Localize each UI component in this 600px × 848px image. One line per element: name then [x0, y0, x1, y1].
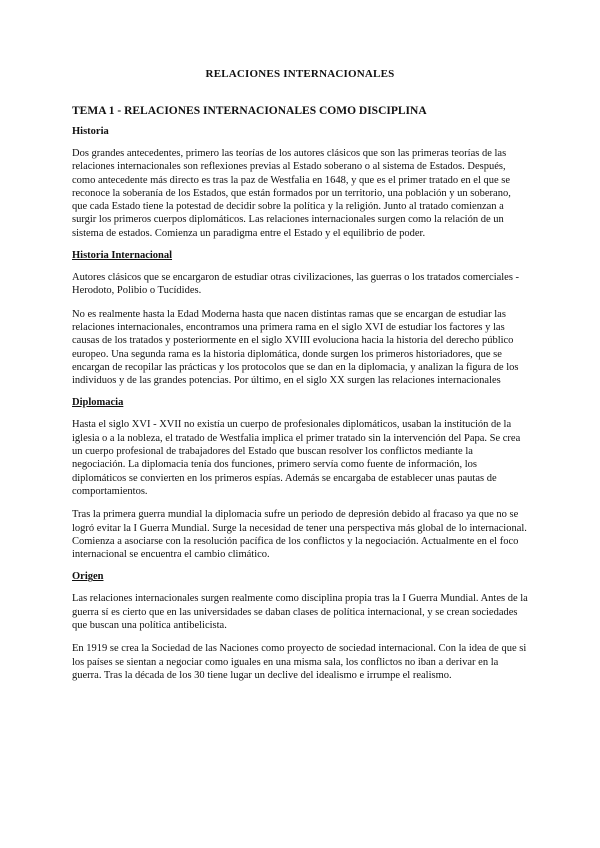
paragraph-origen-1: Las relaciones internacionales surgen realmente como disciplina propia tras la I Guerra Mundial. Antes de la guerra sí es cierto que en las universidades se daban clases de política internacional, y se crean sociedades que buscan una política antibelicista. [72, 593, 528, 632]
document-page [72, 68, 528, 692]
chapter-heading: TEMA 1 - RELACIONES INTERNACIONALES COMO DISCIPLINA [72, 105, 427, 117]
section-heading-historia: Historia [72, 126, 109, 137]
paragraph-historia-1: Dos grandes antecedentes, primero las teorías de los autores clásicos que son las primeras teorías de las relaciones internacionales son reflexiones previas al Estado soberano o al sistema de Estados. Después, como antecedente más directo es tras la paz de Westfalia en 1648, y que es el primer tratado en el que se reconoce la soberanía de los Estados, que están formados por un territorio, una población y un soberano, que cada Estado tiene la potestad de decidir sobre la política y la religión. Junto al tratado comienzan a surgir los primeros cuerpos diplomáticos. Las relaciones internacionales surgen como la relación de un sistema de estados. Comienza un paradigma entre el Estado y el equilibrio de poder. [72, 148, 511, 239]
section-heading-origen: Origen [72, 571, 104, 583]
paragraph-origen-2: En 1919 se crea la Sociedad de las Naciones como proyecto de sociedad internacional. Con la idea de que si los países se sientan a negociar como iguales en una misma sala, los conflictos no iban a derivar en la guerra. Tras la década de los 30 tiene lugar un declive del idealismo e irrumpe el realismo. [72, 643, 527, 681]
section-heading-diplomacia: Diplomacia [72, 397, 124, 409]
paragraph-historia-internacional-2: No es realmente hasta la Edad Moderna hasta que nacen distintas ramas que se encargan de estudiar las relaciones internacionales, encontramos una primera rama en el siglo XVI de estudiar los factores y las causas de los tratados y posteriormente en el siglo XVIII evoluciona hacia la historia del derecho público europeo. Una segunda rama es la historia diplomática, donde surgen los primeros historiadores, que se encargan de recopilar las prácticas y los protocolos que se dan en la diplomacia, y analizan la figura de los individuos y de las grandes potencias. Por último, en el siglo XX surgen las relaciones internacionales [72, 308, 519, 387]
paragraph-historia-internacional-1: Autores clásicos que se encargaron de estudiar otras civilizaciones, las guerras o los tratados comerciales - Herodoto, Polibio o Tucídides. [72, 272, 520, 297]
document-title: RELACIONES INTERNACIONALES [205, 68, 395, 80]
paragraph-diplomacia-2: Tras la primera guerra mundial la diplomacia sufre un periodo de depresión debido al fracaso ya que no se logró evitar la I Guerra Mundial. Surge la necesidad de tener una perspectiva más global de lo internacional. Comienza a asociarse con la resolución pacífica de los conflictos y la negociación. Actualmente en el foco internacional se encuentra el cambio climático. [72, 509, 527, 561]
section-heading-historia-internacional: Historia Internacional [72, 250, 173, 262]
paragraph-diplomacia-1: Hasta el siglo XVI - XVII no existía un cuerpo de profesionales diplomáticos, usaban la institución de la iglesia o a la nobleza, el tratado de Westfalia implica el primer tratado sin la intervención del Papa. Se crea un cuerpo profesional de trabajadores del Estado que buscan resolver los conflictos mediante la negociación. La diplomacia tenía dos funciones, primero servía como fuente de información, los diplomáticos se convierten en los primeros espías. Además se encargaba de establecer unas pautas de comportamientos. [72, 419, 521, 497]
